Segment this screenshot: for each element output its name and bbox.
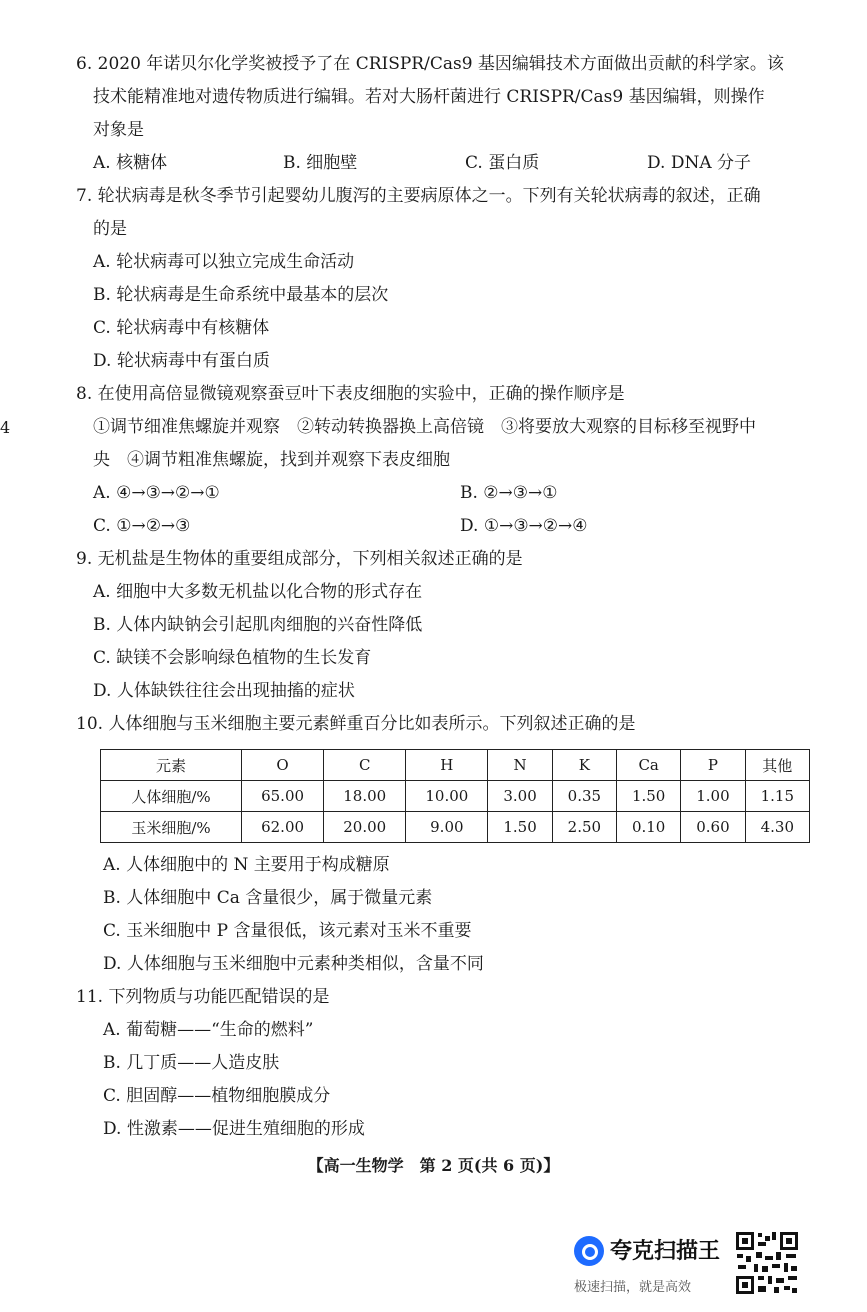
- option-b: B. 人体细胞中 Ca 含量很少，属于微量元素: [103, 888, 433, 908]
- brand-name: 夸克扫描王: [610, 1239, 721, 1264]
- question-6-options: [76, 147, 821, 180]
- question-8-stem-3: 央 ④调节粗准焦螺旋，找到并观察下表皮细胞: [93, 450, 450, 470]
- table-cell: 3.00: [488, 781, 552, 812]
- option-b: B. ②→③→①: [460, 483, 558, 503]
- table-cell: 0.10: [617, 812, 681, 843]
- table-cell: 玉米细胞/%: [101, 812, 242, 843]
- table-header-cell: Ca: [617, 750, 681, 781]
- question-9: [76, 543, 821, 708]
- question-8-stem-1: 8. 在使用高倍显微镜观察蚕豆叶下表皮细胞的实验中，正确的操作顺序是: [76, 384, 625, 404]
- option-a: A. 细胞中大多数无机盐以化合物的形式存在: [93, 582, 423, 602]
- option-c: C. 胆固醇——植物细胞膜成分: [103, 1086, 331, 1106]
- question-6-stem-1: 6. 2020 年诺贝尔化学奖被授予了在 CRISPR/Cas9 基因编辑技术方面做出贡献的科学家。该: [76, 54, 784, 74]
- option-d: D. 性激素——促进生殖细胞的形成: [103, 1119, 365, 1139]
- option-a: A. 葡萄糖——“生命的燃料”: [103, 1020, 314, 1040]
- table-header-cell: C: [324, 750, 406, 781]
- option-b: B. 人体内缺钠会引起肌肉细胞的兴奋性降低: [93, 615, 423, 635]
- table-header-cell: 其他: [745, 750, 809, 781]
- table-cell: 1.50: [488, 812, 552, 843]
- table-row: [101, 812, 810, 843]
- qr-code-icon: [734, 1230, 800, 1296]
- table-header-cell: N: [488, 750, 552, 781]
- question-8-options-row-2: [76, 510, 821, 543]
- scanner-watermark: [572, 1232, 732, 1298]
- option-d: D. 人体缺铁往往会出现抽搐的症状: [93, 681, 355, 701]
- table-header-cell: H: [406, 750, 488, 781]
- option-c: C. 轮状病毒中有核糖体: [93, 318, 270, 338]
- question-9-stem: 9. 无机盐是生物体的重要组成部分，下列相关叙述正确的是: [76, 549, 523, 569]
- option-c: C. 缺镁不会影响绿色植物的生长发育: [93, 648, 372, 668]
- table-header-cell: K: [552, 750, 616, 781]
- table-cell: 1.00: [681, 781, 745, 812]
- question-10-stem: 10. 人体细胞与玉米细胞主要元素鲜重百分比如表所示。下列叙述正确的是: [76, 714, 636, 734]
- option-a: A. ④→③→②→①: [93, 483, 220, 503]
- question-7-stem-1: 7. 轮状病毒是秋冬季节引起婴幼儿腹泻的主要病原体之一。下列有关轮状病毒的叙述，正确: [76, 186, 761, 206]
- question-7-stem-2: 的是: [93, 219, 127, 239]
- table-header-cell: P: [681, 750, 745, 781]
- option-a: A. 人体细胞中的 N 主要用于构成糖原: [103, 855, 390, 875]
- question-6: [76, 48, 821, 180]
- option-c: C. 蛋白质: [465, 153, 540, 173]
- question-8: [76, 378, 821, 543]
- table-cell: 4.30: [745, 812, 809, 843]
- table-header-cell: O: [242, 750, 324, 781]
- brand-slogan: 极速扫描，就是高效: [574, 1280, 692, 1295]
- question-6-stem-2: 技术能精准地对遗传物质进行编辑。若对大肠杆菌进行 CRISPR/Cas9 基因编辑，则操作: [93, 87, 765, 107]
- option-c: C. ①→②→③: [93, 516, 191, 536]
- margin-mark: 4: [0, 418, 11, 437]
- question-11-stem: 11. 下列物质与功能匹配错误的是: [76, 987, 330, 1007]
- option-a: A. 核糖体: [93, 153, 168, 173]
- option-b: B. 几丁质——人造皮肤: [103, 1053, 280, 1073]
- table-cell: 9.00: [406, 812, 488, 843]
- question-6-stem-3: 对象是: [93, 120, 144, 140]
- table-cell: 20.00: [324, 812, 406, 843]
- table-row: [101, 781, 810, 812]
- question-8-stem-2: ①调节细准焦螺旋并观察 ②转动转换器换上高倍镜 ③将要放大观察的目标移至视野中: [93, 417, 756, 437]
- table-cell: 2.50: [552, 812, 616, 843]
- table-cell: 0.35: [552, 781, 616, 812]
- table-cell: 18.00: [324, 781, 406, 812]
- option-d: D. 轮状病毒中有蛋白质: [93, 351, 270, 371]
- question-11: [76, 981, 821, 1146]
- option-b: B. 轮状病毒是生命系统中最基本的层次: [93, 285, 389, 305]
- element-table: [100, 749, 810, 843]
- questions: [76, 48, 821, 1146]
- option-d: D. 人体细胞与玉米细胞中元素种类相似，含量不同: [103, 954, 484, 974]
- table-cell: 人体细胞/%: [101, 781, 242, 812]
- question-7: [76, 180, 821, 378]
- table-cell: 1.15: [745, 781, 809, 812]
- table-cell: 10.00: [406, 781, 488, 812]
- question-8-options-row-1: [76, 477, 821, 510]
- option-c: C. 玉米细胞中 P 含量很低，该元素对玉米不重要: [103, 921, 472, 941]
- table-cell: 1.50: [617, 781, 681, 812]
- quark-logo-icon: [574, 1236, 604, 1266]
- option-a: A. 轮状病毒可以独立完成生命活动: [93, 252, 355, 272]
- page-footer: 【高一生物学 第 2 页(共 6 页)】: [307, 1156, 560, 1175]
- table-header-cell: 元素: [101, 750, 242, 781]
- table-cell: 62.00: [242, 812, 324, 843]
- option-d: D. DNA 分子: [647, 153, 752, 173]
- option-b: B. 细胞壁: [283, 153, 358, 173]
- table-cell: 0.60: [681, 812, 745, 843]
- option-d: D. ①→③→②→④: [460, 516, 588, 536]
- table-cell: 65.00: [242, 781, 324, 812]
- question-10: [76, 708, 821, 981]
- table-header-row: [101, 750, 810, 781]
